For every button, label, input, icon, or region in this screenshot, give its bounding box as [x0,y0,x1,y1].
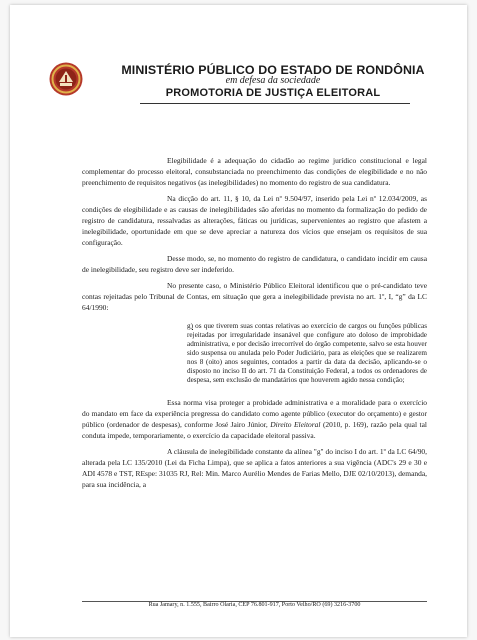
footer-address: Rua Jamary, n. 1.555, Bairro Olaria, CEP 76.801-917, Porto Velho/RO (69) 3216-3700 [148,602,361,608]
paragraph-elegibilidade: Elegibilidade é a adequação do cidadão ao regime jurídico constitucional e legal complementar do processo eleitoral, consubstanciada no preenchimento das condições de elegibilidade e no não preenchimento de requisitos negativos (as inelegibilidades) no momento do registro de sua candidatura. [82,156,427,187]
office-title: PROMOTORIA DE JUSTIÇA ELEITORAL [165,87,381,99]
paragraph-presente-caso: No presente caso, o Ministério Público Eleitoral identificou que o pré-candidato teve contas rejeitadas pelo Tribunal de Contas, em situação que gera a inelegibilidade prevista no art. 1º, I, “g” da LC 64/1990: [82,281,427,312]
citation-title: Direito Eleitoral [270,420,321,429]
institution-tagline: em defesa da sociedade [225,75,321,86]
paragraph-desse-modo: Desse modo, se, no momento do registro de candidatura, o candidato incidir em causa de inelegibilidade, seu registro deve ser indeferido. [82,254,427,274]
quote-text: os que tiverem suas contas relativas ao exercício de cargos ou funções públicas rejeitadas por irregularidade insanável que configure ato doloso de improbidade administrativa, e por decisão irrecorrível do órgão competente, salvo se esta houver sido suspensa ou anulada pelo Poder Judiciário, para as eleições que se realizarem nos 8 (oito) anos seguintes, contados a partir da data da decisão, aplicando-se o disposto no inciso II do art. 71 da Constituição Federal, a todos os ordenadores de despesa, sem exclusão de mandatários que houverem agido nessa condição; [187,322,427,384]
document-body [82,155,427,495]
paragraph-diccao: Na dicção do art. 11, § 10, da Lei nº 9.504/97, inserido pela Lei nº 12.034/2009, as condições de elegibilidade e as causas de inelegibilidades são aferidas no momento da formalização do pedido de registro de candidatura, ressalvadas as alterações, fáticas ou jurídicas, supervenientes ao registro que afastem a inelegibilidade, oportunidade em que se deve apreciar a natureza dos vícios que ensejam os requisitos de sua configuração. [82,194,427,247]
document-page [10,5,467,637]
paragraph-clausula: A cláusula de inelegibilidade constante da alínea "g" do inciso I do art. 1º da LC 64/90, alterada pela LC 135/2010 (Lei da Ficha Limpa), que se aplica a fatos anteriores a sua vigência (ADC's 29 e 30 e ADI 4578 e TST, REspe: 31035 RJ, Rel: Min. Marco Aurélio Mendes de Farias Mello, DJE 02/10/2013), demanda, para sua incidência, a [82,447,427,489]
header-divider [140,103,410,104]
paragraph-norma: Essa norma visa proteger a probidade administrativa e a moralidade para o exercício do mandato em face da experiência pregressa do candidato como agente público (executor do orçamento) e gestor público (ordenador de despesas), conforme José Jairo Júnior, Direito Eleitoral (2010, p. 169), razão pela qual tal conduta impede, temporariamente, o exercício da capacidade eleitoral passiva. [82,398,427,440]
institution-title: MINISTÉRIO PÚBLICO DO ESTADO DE RONDÔNIA [121,63,425,77]
quote-letter: g) [187,322,193,330]
legal-quote-block [187,322,427,385]
ministerio-publico-seal-icon [49,62,83,96]
